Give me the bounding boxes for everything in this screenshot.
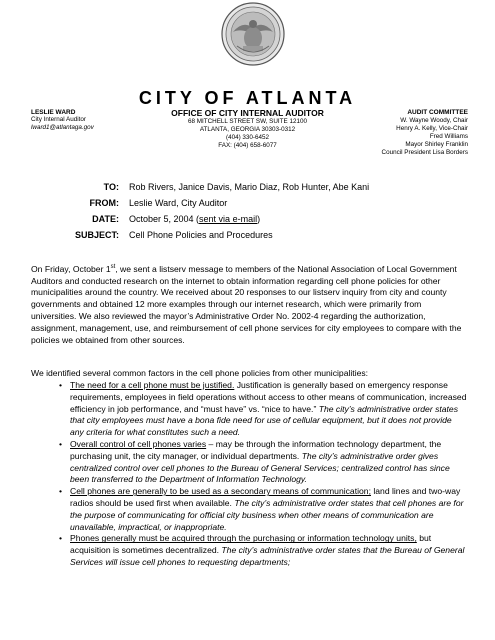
- factors-list: [31, 380, 467, 569]
- para1-start: On Friday, October 1: [31, 263, 111, 274]
- address-line-1: 68 MITCHELL STREET SW, SUITE 12100: [188, 118, 307, 125]
- auditor-contact: [31, 109, 141, 132]
- bullet-italic: The city’s administrative order gives centralized control over cell phones to the Bureau of General Services; centralized control has since been transferred to the Department of Information Technology.: [70, 450, 450, 485]
- audit-committee-heading: AUDIT COMMITTEE: [407, 109, 468, 116]
- bullet-heading: The need for a cell phone must be justified.: [70, 380, 235, 390]
- para2-text: We identified several common factors in the cell phone policies from other municipalities:: [31, 368, 369, 378]
- bullet-text: Justification is generally based on emergency response requirements, employees in field operations without access to other means of communication, increased efficiency in job performance, and “must have” vs. “nice to have.”: [70, 380, 467, 414]
- audit-committee: [330, 109, 468, 157]
- committee-member: Henry A. Kelly, Vice-Chair: [396, 125, 468, 132]
- para1-rest: , we sent a listserv message to members of the National Association of Local Government Auditors and conducted research on the internet to obtain information regarding cell phone policies for other municipalities around the country. We received about 20 responses to our listserv inquiry from city and county governments and obtained 12 more examples through our internet research, which were primarily from universities. We also reviewed the mayor’s Administrative Order No. 2002-4 regarding the authorization, assignment, management, use, and reimbursement of cell phone services for city employees to compare with the policies we obtained from other sources.: [31, 263, 462, 345]
- bullet-text: land lines and two-way radios should be used first when available.: [70, 486, 461, 508]
- city-seal-logo: [221, 2, 285, 66]
- bullet-heading: Phones generally must be acquired through the purchasing or information technology units,: [70, 533, 417, 544]
- bullet-icon: •: [59, 438, 63, 449]
- auditor-name: LESLIE WARD: [31, 109, 76, 116]
- factors-intro-paragraph: [31, 368, 467, 380]
- committee-member: Fred Williams: [429, 133, 468, 140]
- auditor-email: lward1@atlantaga.gov: [31, 124, 94, 131]
- list-item: [31, 380, 467, 439]
- committee-member: Mayor Shirley Franklin: [405, 141, 468, 148]
- from-value: Leslie Ward, City Auditor: [129, 198, 228, 208]
- bullet-heading: Cell phones are generally to be used as a secondary means of communication;: [70, 486, 371, 497]
- para1-superscript: st: [110, 264, 116, 270]
- city-title: CITY OF ATLANTA: [138, 88, 357, 108]
- intro-paragraph: [31, 262, 467, 346]
- bullet-icon: •: [59, 380, 63, 390]
- subject-label: SUBJECT:: [74, 230, 119, 240]
- office-fax: FAX: (404) 658-6077: [218, 142, 277, 149]
- list-item: [31, 486, 467, 533]
- bullet-heading: Overall control of cell phones varies: [70, 438, 207, 449]
- bullet-italic: The city’s administrative order states that cell phones are for the purpose of communicating for official city business when other means of communication are unavailable, impractical, or inappropriate.: [70, 497, 464, 532]
- bullet-text: – may be through the information technology department, the purchasing unit, the city manager, or individual departments.: [70, 438, 442, 461]
- list-item: [31, 533, 467, 568]
- subject-value: Cell Phone Policies and Procedures: [129, 230, 273, 240]
- office-address: [140, 108, 355, 150]
- bullet-icon: •: [59, 486, 63, 497]
- list-item: [31, 439, 467, 486]
- bullet-icon: •: [59, 533, 63, 544]
- sent-via-email-link[interactable]: sent via e-mail: [199, 214, 258, 224]
- auditor-role: City Internal Auditor: [31, 116, 86, 123]
- from-label: FROM:: [89, 198, 119, 208]
- office-name: OFFICE OF CITY INTERNAL AUDITOR: [171, 108, 324, 118]
- date-close: ): [257, 214, 261, 224]
- date-label: DATE:: [92, 214, 119, 224]
- bullet-text: but acquisition is sometimes decentralized.: [70, 533, 432, 556]
- address-line-2: ATLANTA, GEORGIA 30303-0312: [199, 126, 296, 133]
- bullet-italic: The city’s administrative order states that the Bureau of General Services will issue cell phones to requesting departments;: [70, 545, 465, 567]
- date-value: [129, 214, 260, 224]
- committee-member: Council President Lisa Borders: [381, 149, 468, 156]
- to-value: Rob Rivers, Janice Davis, Mario Diaz, Rob Hunter, Abe Kani: [129, 182, 370, 192]
- date-text: October 5, 2004 (: [129, 214, 200, 224]
- office-phone: (404) 330-6452: [225, 134, 270, 141]
- to-label: TO:: [103, 182, 119, 192]
- bullet-italic: The city’s administrative order states that city employees must have a bona fide need for use of cellular equipment, but it does not provide any criteria for what constitutes such a need.: [70, 403, 459, 438]
- committee-member: W. Wayne Woody, Chair: [400, 117, 468, 124]
